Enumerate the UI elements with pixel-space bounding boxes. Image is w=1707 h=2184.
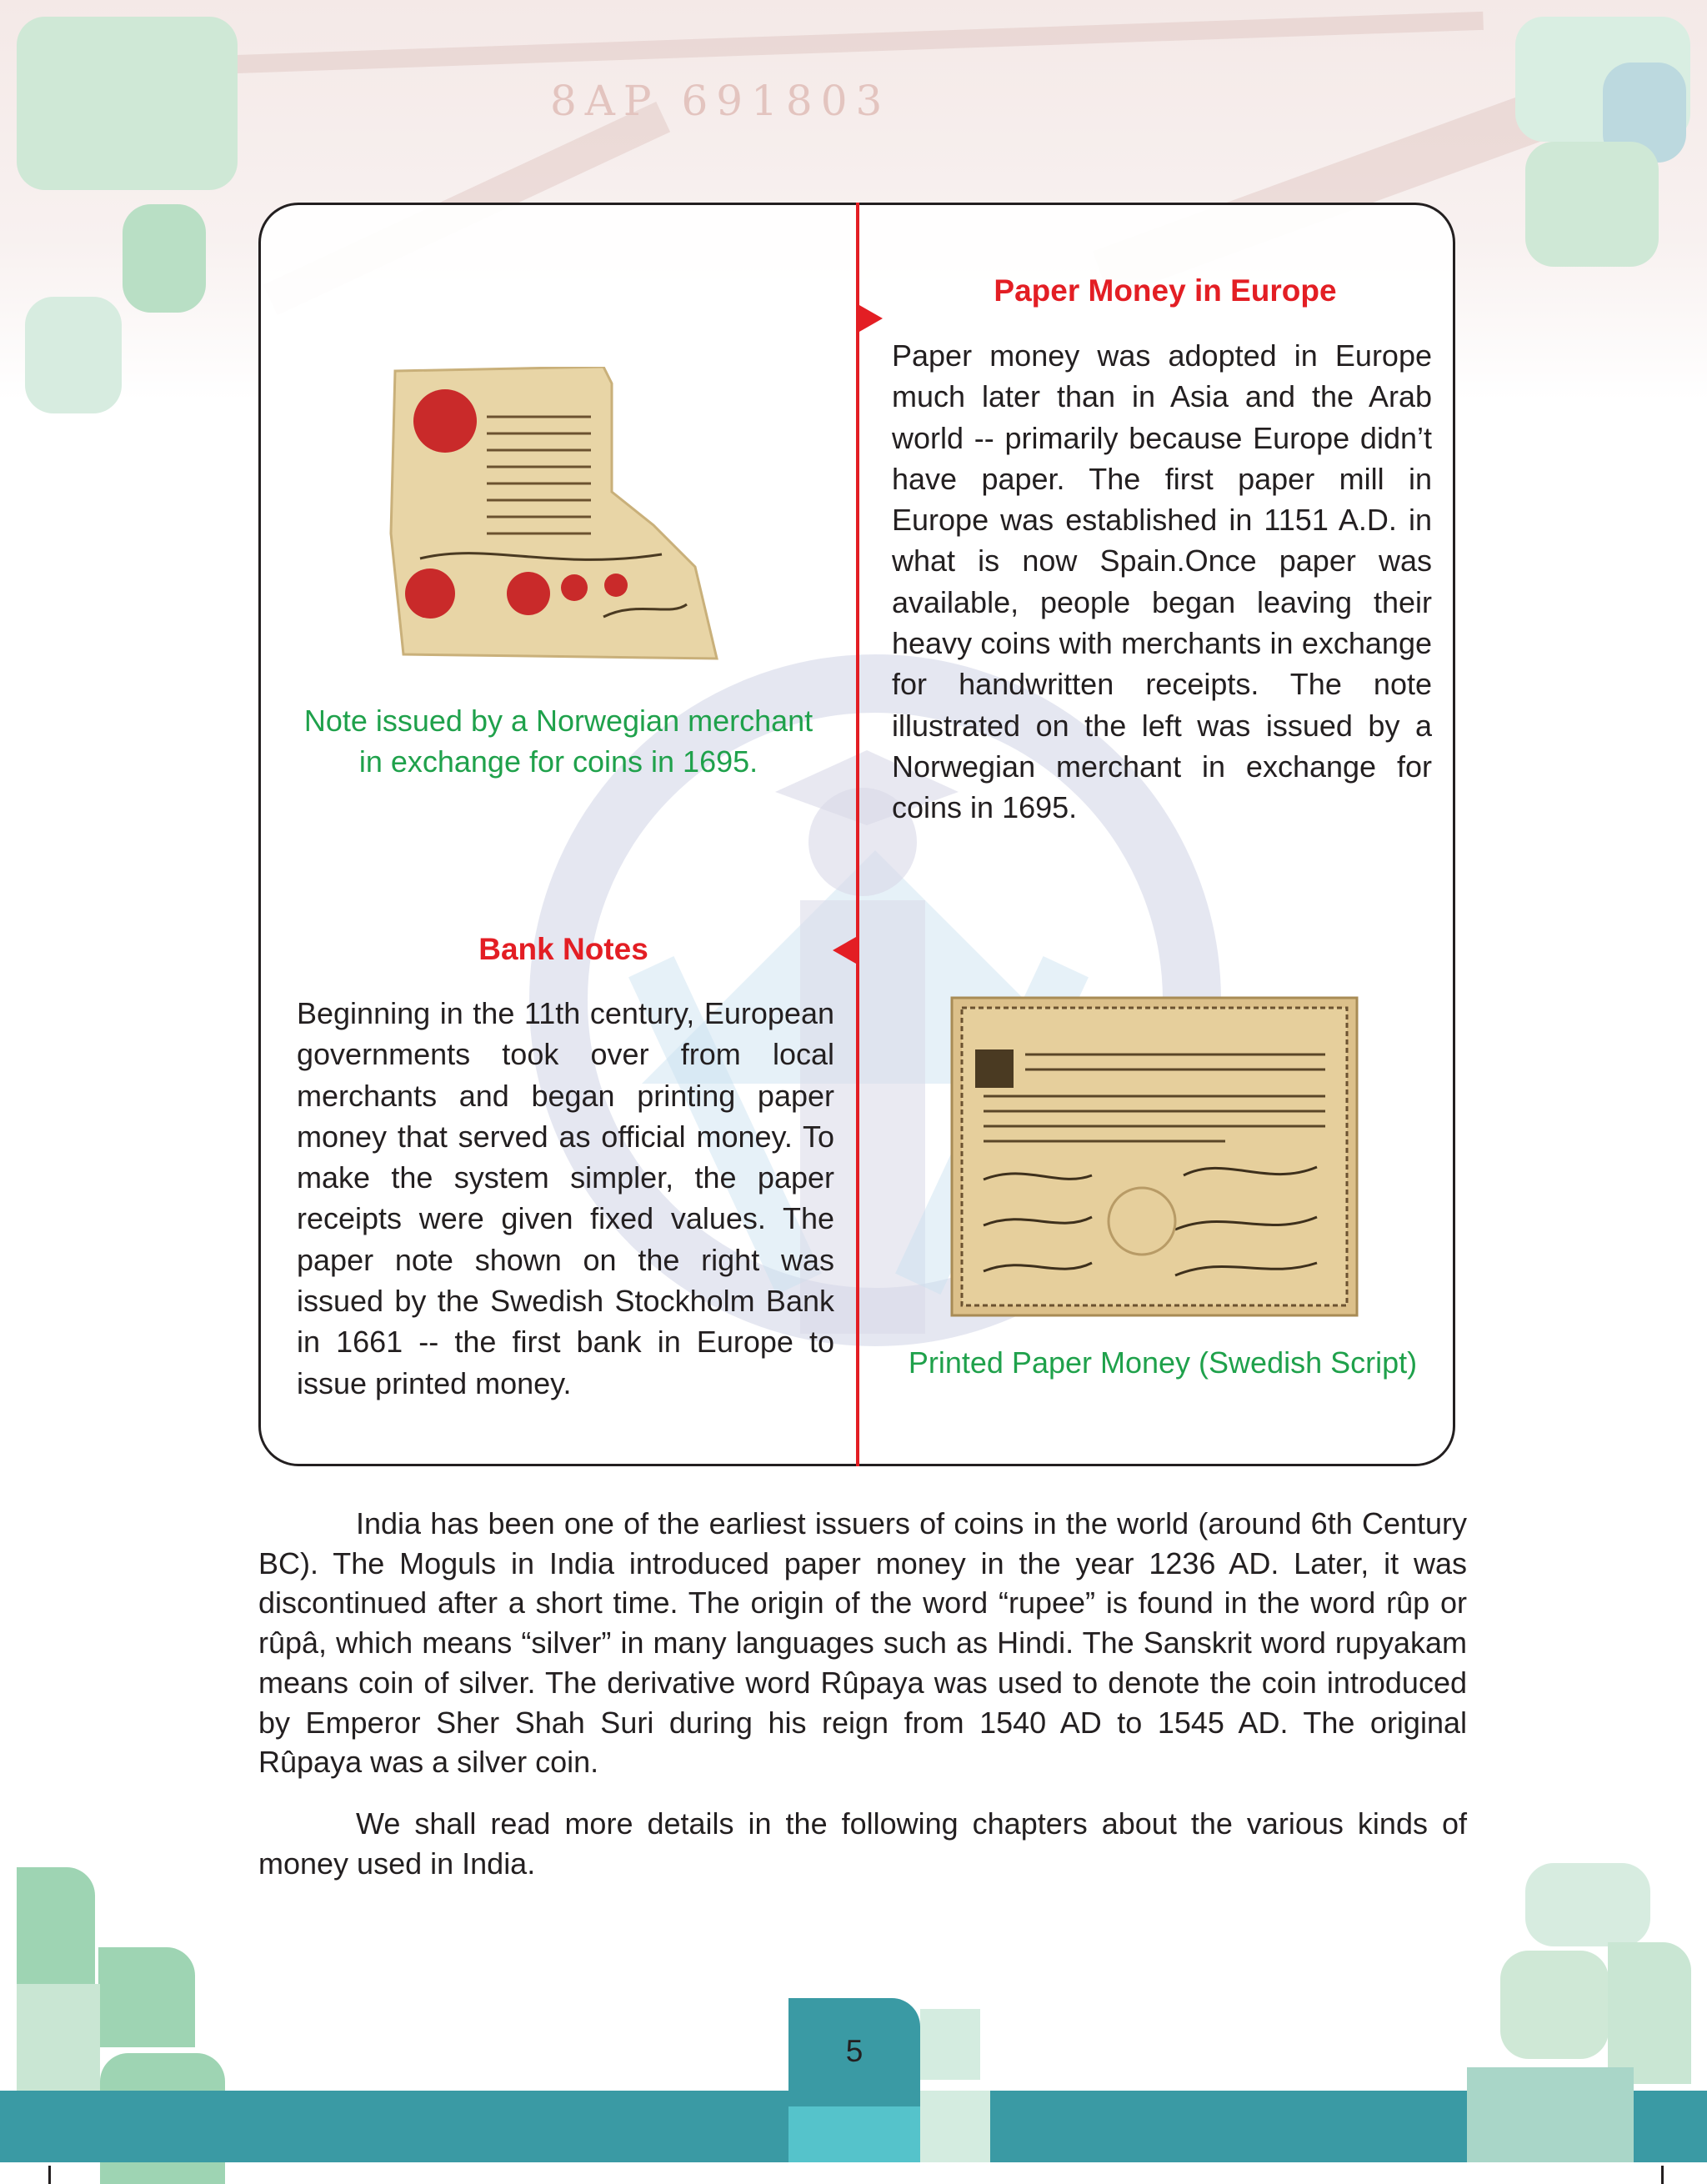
deco-square <box>920 2009 980 2080</box>
crop-mark <box>48 2166 51 2184</box>
deco-square <box>1525 1863 1650 1946</box>
more-paragraph-text: We shall read more details in the following chapters about the various kinds of money used in India. <box>258 1806 1467 1881</box>
norwegian-note-image <box>387 367 718 660</box>
deco-square <box>25 297 122 413</box>
banner-serial: 8AP 691803 <box>550 77 891 125</box>
deco-square <box>17 1867 95 1992</box>
deco-square <box>123 204 206 313</box>
india-paragraph <box>258 1504 1467 1782</box>
bank-notes-text: Beginning in the 11th century, European governments took over from local merchants and began printing paper money that served as official money. To make the system simpler, the paper receipts were given fixed values. The paper note shown on the right was issued by the Swedish Stockholm Bank in 1661 -- the first bank in Europe to issue printed money. <box>297 996 834 1400</box>
india-paragraph-text: India has been one of the earliest issuers of coins in the world (around 6th Century BC). The Moguls in India introduced paper money in the year 1236 AD. Later, it was discontinued after a short time. The origin of the word “rupee” is found in the word rûp or rûpâ, which means “silver” in many languages such as Hindi. The Sanskrit word rupyakam means coin of silver. The derivative word Rûpaya was used to denote the coin introduced by Emperor Sher Shah Suri during his reign from 1540 AD to 1545 AD. The original Rûpaya was a silver coin. <box>258 1506 1467 1780</box>
deco-square <box>1500 1951 1609 2059</box>
more-paragraph <box>258 1804 1467 1883</box>
deco-square <box>920 2091 990 2162</box>
swedish-note-caption: Printed Paper Money (Swedish Script) <box>908 1345 1418 1380</box>
caption-line: in exchange for coins in 1695. <box>358 744 758 779</box>
swedish-note-image <box>950 996 1359 1317</box>
page-number: 5 <box>845 2034 864 2068</box>
deco-square <box>1525 142 1659 267</box>
pointer-arrow-left <box>833 937 856 964</box>
bank-notes-heading: Bank Notes <box>478 932 648 966</box>
crop-mark <box>1661 2166 1664 2184</box>
norwegian-note-caption <box>275 700 842 782</box>
deco-square <box>1467 2067 1634 2162</box>
europe-heading: Paper Money in Europe <box>994 273 1337 308</box>
banner-stripe <box>233 12 1484 73</box>
deco-square <box>17 17 238 190</box>
europe-text: Paper money was adopted in Europe much later than in Asia and the Arab world -- primarily because Europe didn’t have paper. The first paper mill in Europe was established in 1151 A.D. in what is now Spain.Once paper was available, people began leaving their heavy coins with merchants in exchange for handwritten receipts. The note illustrated on the left was issued by a Norwegian merchant in exchange for coins in 1695. <box>892 338 1432 825</box>
center-divider <box>856 203 859 1466</box>
deco-square <box>98 1947 195 2047</box>
caption-line: Note issued by a Norwegian merchant <box>303 704 813 738</box>
deco-square <box>17 1984 100 2092</box>
deco-square <box>1608 1942 1691 2084</box>
pointer-arrow-right <box>859 305 883 332</box>
